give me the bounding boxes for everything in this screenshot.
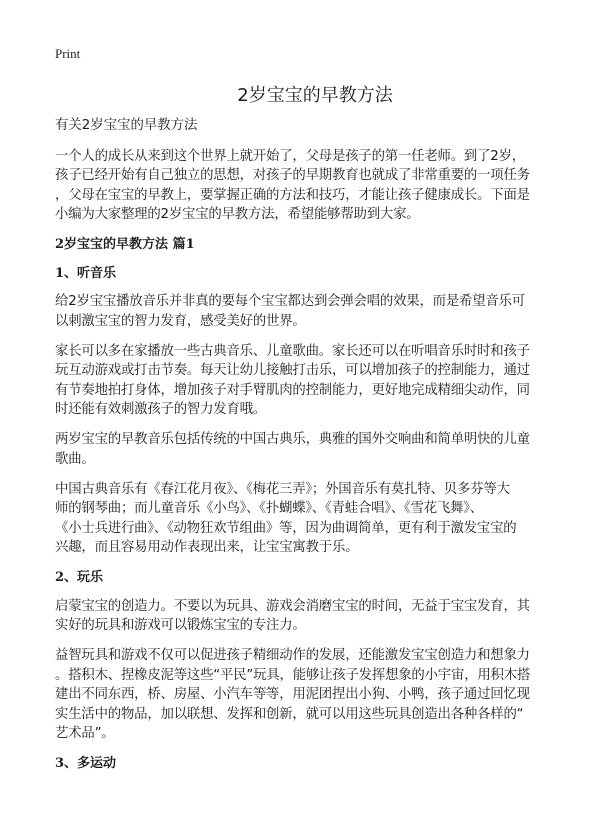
text-line: 中国古典音乐有《春江花月夜》、《梅花三弄》；外国音乐有莫扎特、贝多芬等大 — [55, 481, 510, 497]
subtitle: 有关2岁宝宝的早教方法 — [55, 118, 198, 133]
text-line: 有节奏地拍打身体，增加孩子对手臂肌肉的控制能力，更好地完成精细尖动作，同 — [55, 382, 530, 398]
text-line: 两岁宝宝的早教音乐包括传统的中国古典乐，典雅的国外交响曲和简单明快的儿童 — [55, 432, 530, 447]
text-line: 实生活中的物品，加以联想、发挥和创新，就可以用这些玩具创造出各种各样的“ — [55, 706, 524, 722]
text-line: 《小士兵进行曲》、《动物狂欢节组曲》等，因为曲调简单，更有利于激发宝宝的 — [55, 520, 517, 536]
paragraph — [55, 342, 575, 420]
document-body — [55, 84, 575, 783]
text-line: 益智玩具和游戏不仅可以促进孩子精细动作的发展，还能激发宝宝创造力和想象力 — [55, 648, 530, 663]
subsection-heading: 3、多运动 — [55, 756, 117, 771]
text-line: 时还能有效刺激孩子的智力发育哦。 — [55, 402, 267, 417]
text-line: 以刺激宝宝的智力发育，感受美好的世界。 — [55, 313, 306, 329]
text-line: 孩子已经开始有自己独立的思想，对孩子的早期教育也就成了非常重要的一项任务 — [55, 168, 530, 183]
text-line: 艺术品”。 — [55, 726, 115, 741]
text-line: 建出不同东西，桥、房屋、小汽车等等，用泥团捏出小狗、小鸭，孩子通过回忆现 — [55, 687, 530, 702]
paragraph — [55, 292, 575, 331]
paragraph — [55, 597, 575, 636]
intro-paragraph — [55, 147, 575, 225]
text-line: 家长可以多在家播放一些古典音乐、儿童歌曲。家长还可以在听唱音乐时时和孩子 — [55, 343, 530, 359]
text-line: 一个人的成长从来到这个世界上就开始了，父母是孩子的第一任老师。到了2岁， — [55, 148, 525, 164]
text-line: 实好的玩具和游戏可以锻炼宝宝的专注力。 — [55, 618, 306, 633]
text-line: 玩互动游戏或打击节奏。每天让幼儿接触打击乐，可以增加孩子的控制能力，通过 — [55, 363, 530, 378]
text-line: 给2岁宝宝播放音乐并非真的要每个宝宝都达到会弹会唱的效果，而是希望音乐可 — [55, 294, 525, 309]
text-line: 启蒙宝宝的创造力。不要以为玩具、游戏会消磨宝宝的时间，无益于宝宝发育，其 — [55, 598, 530, 614]
paragraph — [55, 646, 575, 744]
text-line: 。搭积木、捏橡皮泥等这些“平民”玩具，能够让孩子发挥想象的小宇宙，用积木搭 — [55, 667, 531, 683]
text-line: 兴趣，而且容易用动作表现出来，让宝宝寓教于乐。 — [55, 540, 359, 555]
subsection-heading: 1、听音乐 — [55, 265, 117, 281]
text-line: ，父母在宝宝的早教上，要掌握正确的方法和技巧，才能让孩子健康成长。下面是 — [55, 187, 530, 203]
text-line: 小编为大家整理的2岁宝宝的早教方法，希望能够帮助到大家。 — [55, 207, 420, 222]
paragraph — [55, 480, 575, 558]
text-line: 师的钢琴曲；而儿童音乐《小鸟》、《扑蝴蝶》、《青蛙合唱》、《雪花飞舞》、 — [55, 501, 483, 516]
print-link[interactable]: Print — [55, 46, 81, 61]
paragraph — [55, 430, 575, 469]
section-heading: 2岁宝宝的早教方法 篇1 — [55, 237, 195, 252]
sections — [55, 264, 575, 774]
text-line: 歌曲。 — [55, 451, 95, 467]
page-title: 2岁宝宝的早教方法 — [237, 85, 393, 106]
subsection-heading: 2、玩乐 — [55, 570, 104, 585]
